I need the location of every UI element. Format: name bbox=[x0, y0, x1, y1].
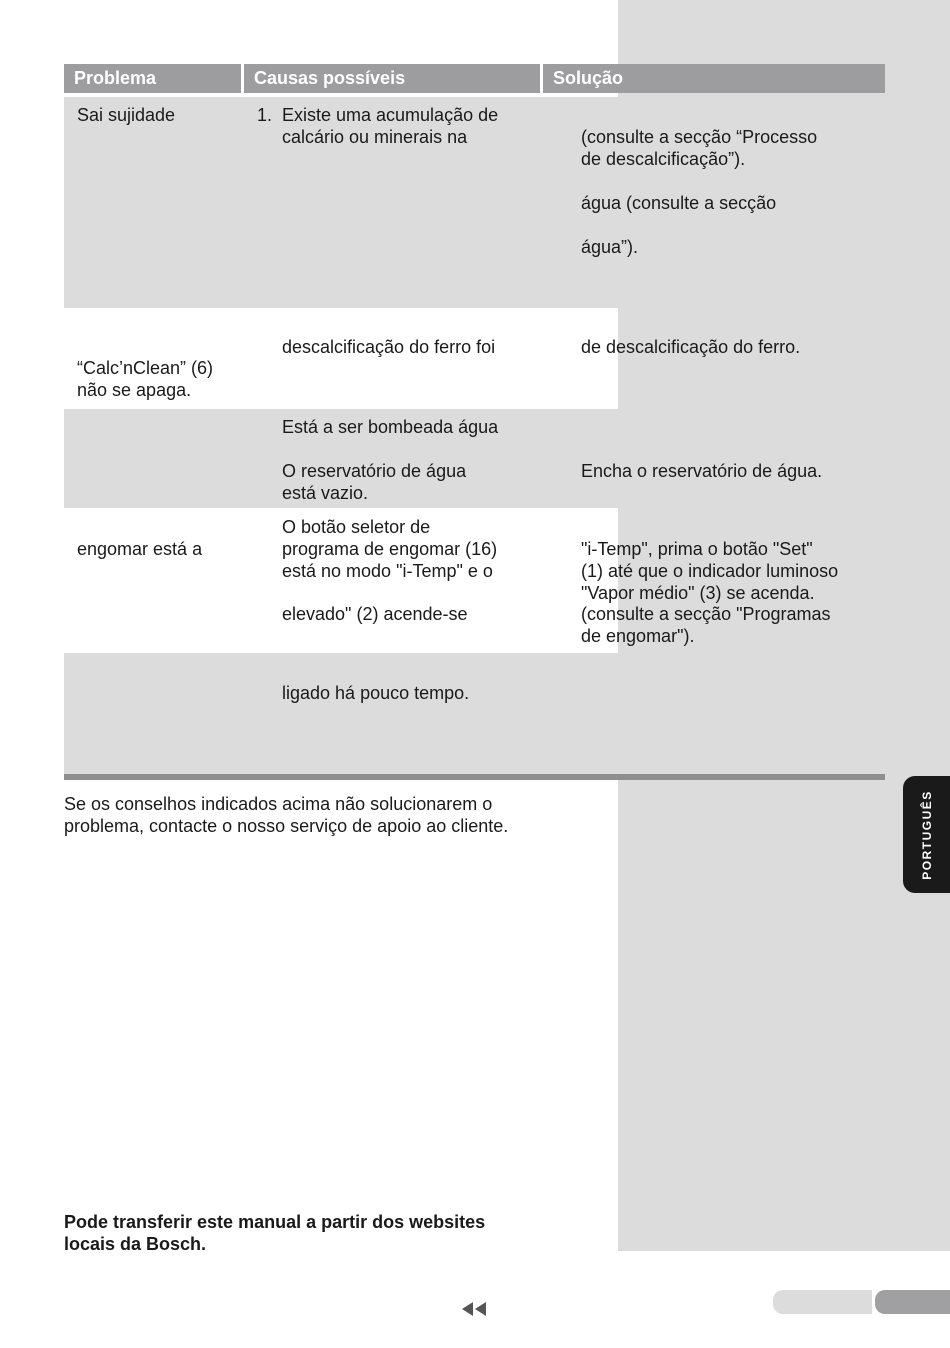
cause-line: programa de engomar (16) bbox=[282, 539, 498, 559]
problem-cell: Sai sujidade bbox=[77, 105, 176, 125]
language-tab-label: PORTUGUÊS bbox=[919, 789, 934, 880]
table-header bbox=[64, 64, 885, 93]
cause-line: ligado há pouco tempo. bbox=[282, 683, 470, 703]
support-note-line: Se os conselhos indicados acima não solucionarem o bbox=[64, 794, 493, 814]
cause-line: O botão seletor de bbox=[282, 517, 431, 537]
page-indicator-light bbox=[773, 1290, 872, 1314]
table-row bbox=[64, 308, 885, 409]
solution-line: água”). bbox=[581, 237, 639, 257]
table-row bbox=[64, 508, 885, 653]
table-row bbox=[64, 409, 885, 508]
table-bottom-rule bbox=[64, 774, 885, 780]
download-note-line: locais da Bosch. bbox=[64, 1234, 207, 1254]
solution-line: (consulte a secção “Processo bbox=[581, 127, 818, 147]
header-solution: Solução bbox=[553, 68, 624, 88]
solution-line: (1) até que o indicador luminoso bbox=[581, 561, 839, 581]
solution-line: de engomar"). bbox=[581, 626, 695, 646]
cause-line: está vazio. bbox=[282, 483, 369, 503]
problem-cell: engomar está a bbox=[77, 539, 203, 559]
rewind-double-triangle-icon[interactable] bbox=[462, 1302, 486, 1316]
language-tab[interactable] bbox=[903, 776, 950, 893]
solution-line: Encha o reservatório de água. bbox=[581, 461, 823, 481]
cause-line: Está a ser bombeada água bbox=[282, 417, 499, 437]
troubleshooting-table bbox=[64, 64, 885, 780]
problem-cell: não se apaga. bbox=[77, 380, 192, 400]
cause-line: elevado" (2) acende-se bbox=[282, 604, 468, 624]
support-note-line: problema, contacte o nosso serviço de apoio ao cliente. bbox=[64, 816, 509, 836]
solution-line: "i-Temp", prima o botão "Set" bbox=[581, 539, 813, 559]
cause-line: O reservatório de água bbox=[282, 461, 467, 481]
problem-cell: “Calc’nClean” (6) bbox=[77, 358, 214, 378]
triangle-left-icon bbox=[475, 1302, 486, 1316]
cause-line: descalcificação do ferro foi bbox=[282, 337, 496, 357]
table-row bbox=[64, 97, 885, 308]
header-causes: Causas possíveis bbox=[244, 64, 543, 93]
cause-line: calcário ou minerais na bbox=[282, 127, 468, 147]
solution-line: de descalcificação”). bbox=[581, 149, 746, 169]
page-indicator-dark bbox=[875, 1290, 950, 1314]
solution-line: (consulte a secção "Programas bbox=[581, 604, 831, 624]
table-row bbox=[64, 653, 885, 774]
triangle-left-icon bbox=[462, 1302, 473, 1316]
cause-number: 1. bbox=[257, 105, 273, 125]
cause-line: está no modo "i-Temp" e o bbox=[282, 561, 493, 581]
solution-line: água (consulte a secção bbox=[581, 193, 777, 213]
solution-line: "Vapor médio" (3) se acenda. bbox=[581, 583, 815, 603]
solution-line: de descalcificação do ferro. bbox=[581, 337, 801, 357]
cause-line: Existe uma acumulação de bbox=[282, 105, 499, 125]
download-note-line: Pode transferir este manual a partir dos websites bbox=[64, 1212, 486, 1232]
header-problem: Problema bbox=[64, 64, 244, 93]
